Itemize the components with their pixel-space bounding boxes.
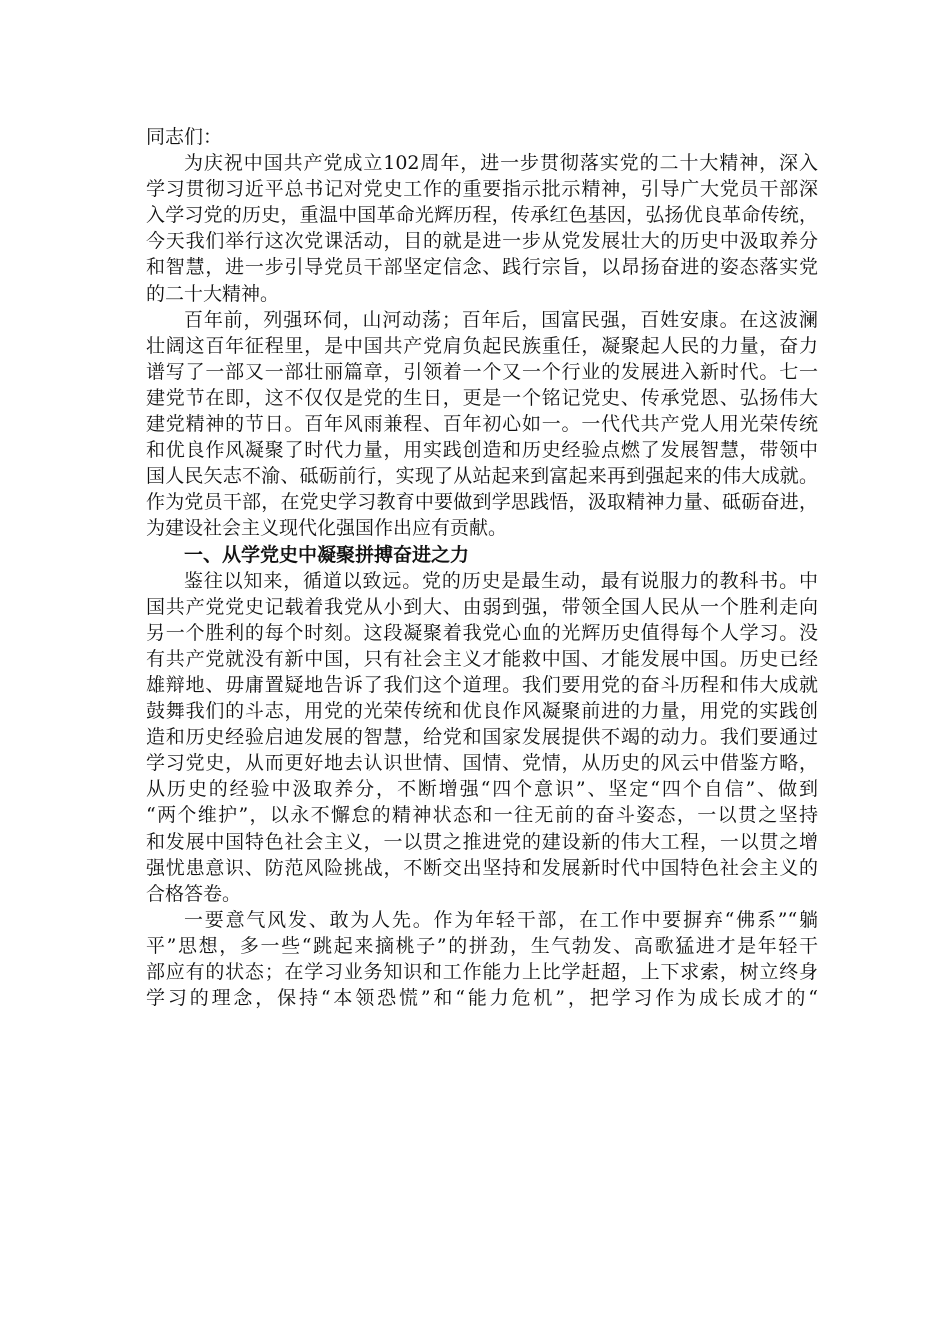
paragraph-line: 国人民矢志不渝、砥砺前行，实现了从站起来到富起来再到强起来的伟大成就。: [146, 465, 818, 488]
paragraph-line: 为建设社会主义现代化强国作出应有贡献。: [146, 517, 508, 540]
paragraph-line: 鉴往以知来，循道以致远。党的历史是最生动，最有说服力的教科书。中: [184, 569, 818, 592]
paragraph-line: 和智慧，进一步引导党员干部坚定信念、践行宗旨，以昂扬奋进的姿态落实党: [146, 256, 818, 279]
paragraph-history: [146, 568, 818, 907]
paragraph-line: 雄辩地、毋庸置疑地告诉了我们这个道理。我们要用党的奋斗历程和伟大成就: [146, 673, 818, 696]
paragraph-line: 的二十大精神。: [146, 282, 280, 305]
section-heading: 一、从学党史中凝聚拼搏奋进之力: [184, 543, 470, 566]
paragraph-intro: [146, 150, 818, 307]
paragraph-line: 作为党员干部，在党史学习教育中要做到学思践悟，汲取精神力量、砥砺奋进，: [146, 491, 818, 514]
paragraph-line: 为庆祝中国共产党成立102周年，进一步贯彻落实党的二十大精神，深入: [184, 152, 818, 175]
paragraph-line: 国共产党党史记载着我党从小到大、由弱到强，带领全国人民从一个胜利走向: [146, 595, 818, 618]
paragraph-line: 合格答卷。: [146, 882, 242, 905]
paragraph-line: 学习的理念，保持“本领恐慌”和“能力危机”，把学习作为成长成才的“: [146, 987, 818, 1010]
paragraph-line: 壮阔这百年征程里，是中国共产党肩负起民族重任，凝聚起人民的力量，奋力: [146, 334, 818, 357]
paragraph-line: 造和历史经验启迪发展的智慧，给党和国家发展提供不竭的动力。我们要通过: [146, 726, 818, 749]
paragraph-first-point: [146, 907, 818, 1011]
paragraph-line: 百年前，列强环伺，山河动荡；百年后，国富民强，百姓安康。在这波澜: [184, 308, 818, 331]
paragraph-line: 鼓舞我们的斗志，用党的光荣传统和优良作风凝聚前进的力量，用党的实践创: [146, 700, 818, 723]
paragraph-line: 入学习党的历史，重温中国革命光辉历程，传承红色基因，弘扬优良革命传统，: [146, 204, 818, 227]
paragraph-line: 另一个胜利的每个时刻。这段凝聚着我党心血的光辉历史值得每个人学习。没: [146, 621, 818, 644]
paragraph-line: 部应有的状态；在学习业务知识和工作能力上比学赶超，上下求索，树立终身: [146, 961, 818, 983]
salutation: 同志们：: [146, 126, 223, 148]
paragraph-line: 和优良作风凝聚了时代力量，用实践创造和历史经验点燃了发展智慧，带领中: [146, 439, 818, 462]
paragraph-line: 谱写了一部又一部壮丽篇章，引领着一个又一个行业的发展进入新时代。七一: [146, 360, 818, 383]
paragraph-line: “两个维护”，以永不懈怠的精神状态和一往无前的奋斗姿态，一以贯之坚持: [146, 804, 818, 827]
paragraph-line: 和发展中国特色社会主义，一以贯之推进党的建设新的伟大工程，一以贯之增: [146, 830, 818, 853]
paragraph-line: 从历史的经验中汲取养分，不断增强“四个意识”、坚定“四个自信”、做到: [146, 778, 818, 801]
paragraph-line: 有共产党就没有新中国，只有社会主义才能救中国、才能发展中国。历史已经: [146, 647, 818, 670]
paragraph-line: 学习贯彻习近平总书记对党史工作的重要指示批示精神，引导广大党员干部深: [146, 178, 818, 201]
document-page: [146, 124, 818, 1011]
paragraph-line: 今天我们举行这次党课活动，目的就是进一步从党发展壮大的历史中汲取养分: [146, 230, 818, 253]
paragraph-line: 建党节在即，这不仅仅是党的生日，更是一个铭记党史、传承党恩、弘扬伟大: [146, 386, 818, 409]
paragraph-line: 学习党史，从而更好地去认识世情、国情、党情，从历史的风云中借鉴方略，: [146, 752, 818, 775]
paragraph-line: 建党精神的节日。百年风雨兼程、百年初心如一。一代代共产党人用光荣传统: [146, 413, 818, 436]
paragraph-line: 一要意气风发、敢为人先。作为年轻干部，在工作中要摒弃“佛系”“躺: [184, 908, 818, 931]
paragraph-century: [146, 307, 818, 542]
paragraph-line: 平”思想，多一些“跳起来摘桃子”的拼劲，生气勃发、高歌猛进才是年轻干: [146, 934, 818, 957]
paragraph-line: 强忧患意识、防范风险挑战，不断交出坚持和发展新时代中国特色社会主义的: [146, 856, 818, 879]
